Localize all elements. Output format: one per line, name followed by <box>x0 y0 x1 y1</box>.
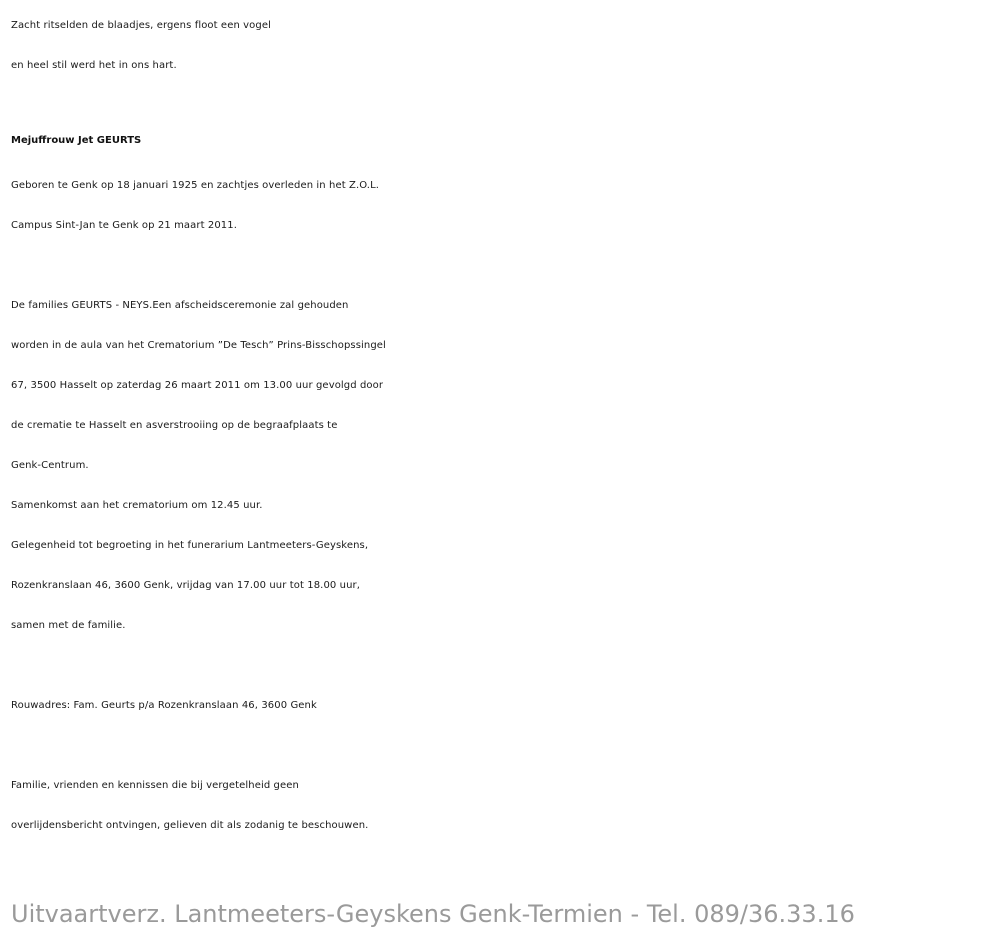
gathering-line: Samenkomst aan het crematorium om 12.45 uur. <box>11 500 263 511</box>
mourning-address: Rouwadres: Fam. Geurts p/a Rozenkranslaan 46, 3600 Genk <box>11 700 317 711</box>
notice-line-2: overlijdensbericht ontvingen, gelieven dit als zodanig te beschouwen. <box>11 820 369 831</box>
birth-line-1: Geboren te Genk op 18 januari 1925 en zachtjes overleden in het Z.O.L. <box>11 180 380 191</box>
poem-line-2: en heel stil werd het in ons hart. <box>11 60 177 71</box>
ceremony-line-2: worden in de aula van het Crematorium ”De Tesch” Prins-Bisschopssingel <box>11 340 386 351</box>
visitation-line-2: Rozenkranslaan 46, 3600 Genk, vrijdag van 17.00 uur tot 18.00 uur, <box>11 580 361 591</box>
ceremony-line-5: Genk-Centrum. <box>11 460 89 471</box>
poem-line-1: Zacht ritselden de blaadjes, ergens floot een vogel <box>11 20 271 31</box>
ceremony-line-3: 67, 3500 Hasselt op zaterdag 26 maart 2011 om 13.00 uur gevolgd door <box>11 380 384 391</box>
spacer <box>11 646 1000 686</box>
deceased-name-heading: Mejuffrouw Jet GEURTS <box>11 135 142 146</box>
funeral-home-footer: Uitvaartverz. Lantmeeters-Geyskens Genk-Termien - Tel. 089/36.33.16 <box>11 900 855 928</box>
notice-line-1: Familie, vrienden en kennissen die bij vergetelheid geen <box>11 780 299 791</box>
ceremony-line-4: de crematie te Hasselt en asverstrooiing op de begraafplaats te <box>11 420 338 431</box>
ceremony-line-1: De families GEURTS - NEYS.Een afscheidsceremonie zal gehouden <box>11 300 349 311</box>
birth-line-2: Campus Sint-Jan te Genk op 21 maart 2011. <box>11 220 238 231</box>
visitation-line-1: Gelegenheid tot begroeting in het funerarium Lantmeeters-Geyskens, <box>11 540 369 551</box>
spacer <box>11 246 1000 286</box>
spacer <box>11 726 1000 766</box>
visitation-line-3: samen met de familie. <box>11 620 126 631</box>
